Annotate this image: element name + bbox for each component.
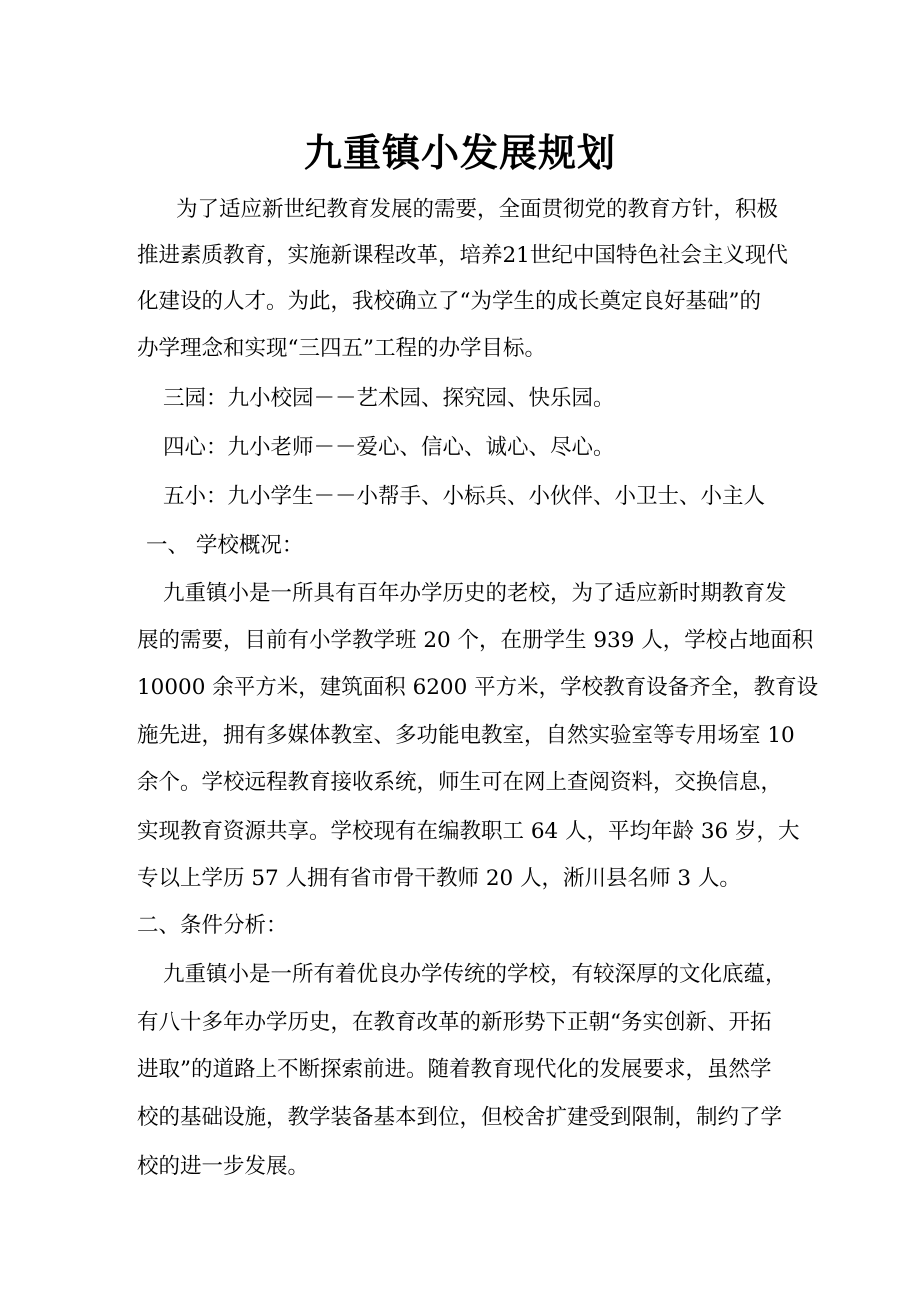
motto-line: 三园：九小校园－－艺术园、探究园、快乐园。	[163, 386, 615, 411]
paragraph-line: 实现教育资源共享。学校现有在编教职工 64 人，平均年龄 36 岁，大	[137, 819, 800, 844]
paragraph-line: 校的基础设施，教学装备基本到位，但校舍扩建受到限制，制约了学	[137, 1105, 783, 1130]
paragraph-line: 为了适应新世纪教育发展的需要，全面贯彻党的教育方针，积极	[176, 197, 779, 222]
paragraph-line: 展的需要，目前有小学教学班 20 个，在册学生 939 人，学校占地面积	[137, 628, 814, 653]
paragraph-line: 有八十多年办学历史，在教育改革的新形势下正朝“务实创新、开拓	[137, 1010, 772, 1035]
paragraph-line: 办学理念和实现“三四五”工程的办学目标。	[137, 336, 546, 361]
page-title: 九重镇小发展规划	[303, 131, 616, 175]
paragraph-line: 余个。学校远程教育接收系统，师生可在网上查阅资料，交换信息，	[137, 770, 783, 795]
paragraph-line: 专以上学历 57 人拥有省市骨干教师 20 人，淅川县名师 3 人。	[137, 866, 741, 891]
paragraph-line: 进取”的道路上不断探索前进。随着教育现代化的发展要求，虽然学	[137, 1057, 772, 1082]
paragraph-line: 施先进，拥有多媒体教室、多功能电教室，自然实验室等专用场室 10	[137, 723, 795, 748]
section-heading: 一、 学校概况：	[146, 533, 304, 558]
paragraph-line: 10000 余平方米，建筑面积 6200 平方米，学校教育设备齐全，教育设	[137, 675, 819, 700]
paragraph-line: 校的进一步发展。	[137, 1154, 310, 1179]
paragraph-line: 九重镇小是一所有着优良办学传统的学校，有较深厚的文化底蕴，	[163, 962, 787, 987]
motto-line: 五小：九小学生－－小帮手、小标兵、小伙伴、小卫士、小主人	[163, 484, 766, 509]
paragraph-line: 推进素质教育，实施新课程改革，培养21世纪中国特色社会主义现代	[137, 243, 788, 268]
section-heading: 二、条件分析：	[137, 913, 288, 938]
paragraph-line: 九重镇小是一所具有百年办学历史的老校，为了适应新时期教育发	[163, 581, 787, 606]
paragraph-line: 化建设的人才。为此，我校确立了“为学生的成长奠定良好基础”的	[137, 289, 761, 314]
motto-line: 四心：九小老师－－爱心、信心、诚心、尽心。	[163, 435, 615, 460]
